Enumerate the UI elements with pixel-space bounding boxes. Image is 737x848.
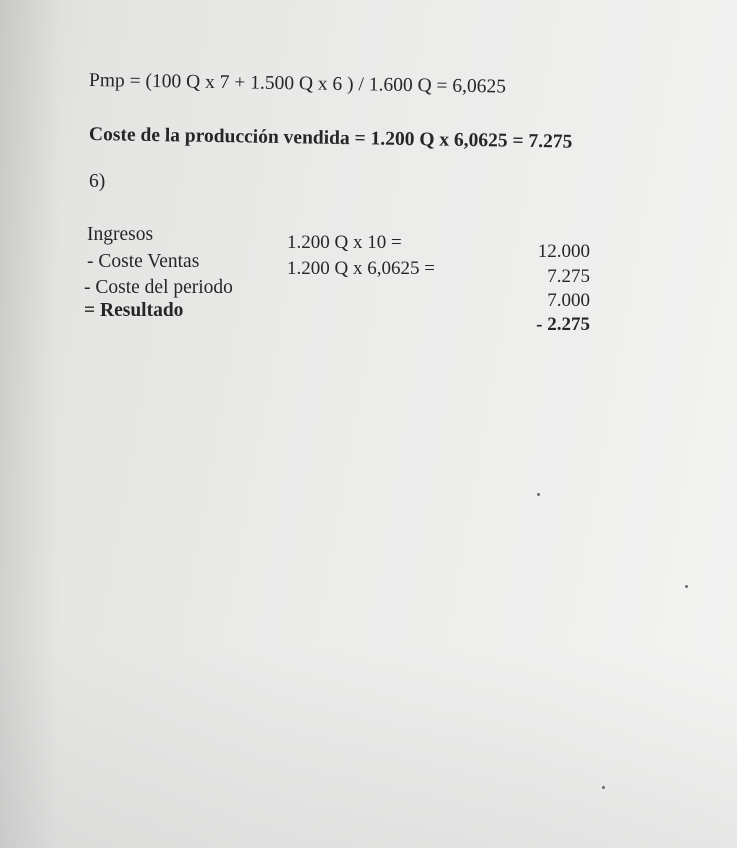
row-calc-coste-ventas: 1.200 Q x 6,0625 = — [287, 258, 435, 279]
paper-speck — [602, 786, 605, 789]
row-value-resultado: - 2.275 — [536, 314, 590, 335]
row-value-ingresos: 12.000 — [537, 241, 590, 262]
coste-produccion-label: Coste de la producción vendida — [88, 124, 350, 150]
row-value-coste-ventas: 7.275 — [547, 266, 590, 287]
coste-produccion-line — [89, 124, 573, 154]
row-label-coste-ventas: - Coste Ventas — [87, 251, 200, 272]
pmp-formula: Pmp = (100 Q x 7 + 1.500 Q x 6 ) / 1.600 Q = 6,0625 — [88, 70, 507, 98]
paper-speck — [685, 585, 688, 588]
section-number: 6) — [89, 171, 106, 192]
row-value-coste-periodo: 7.000 — [547, 290, 590, 311]
paper-speck — [537, 493, 540, 496]
row-label-ingresos: Ingresos — [87, 224, 154, 245]
row-calc-ingresos: 1.200 Q x 10 = — [287, 232, 402, 253]
page-shadow-bottom — [0, 648, 737, 848]
coste-produccion-expression: = 1.200 Q x 6,0625 = 7.275 — [349, 128, 573, 153]
row-label-resultado: = Resultado — [84, 300, 184, 321]
row-label-coste-periodo: - Coste del periodo — [84, 277, 233, 298]
